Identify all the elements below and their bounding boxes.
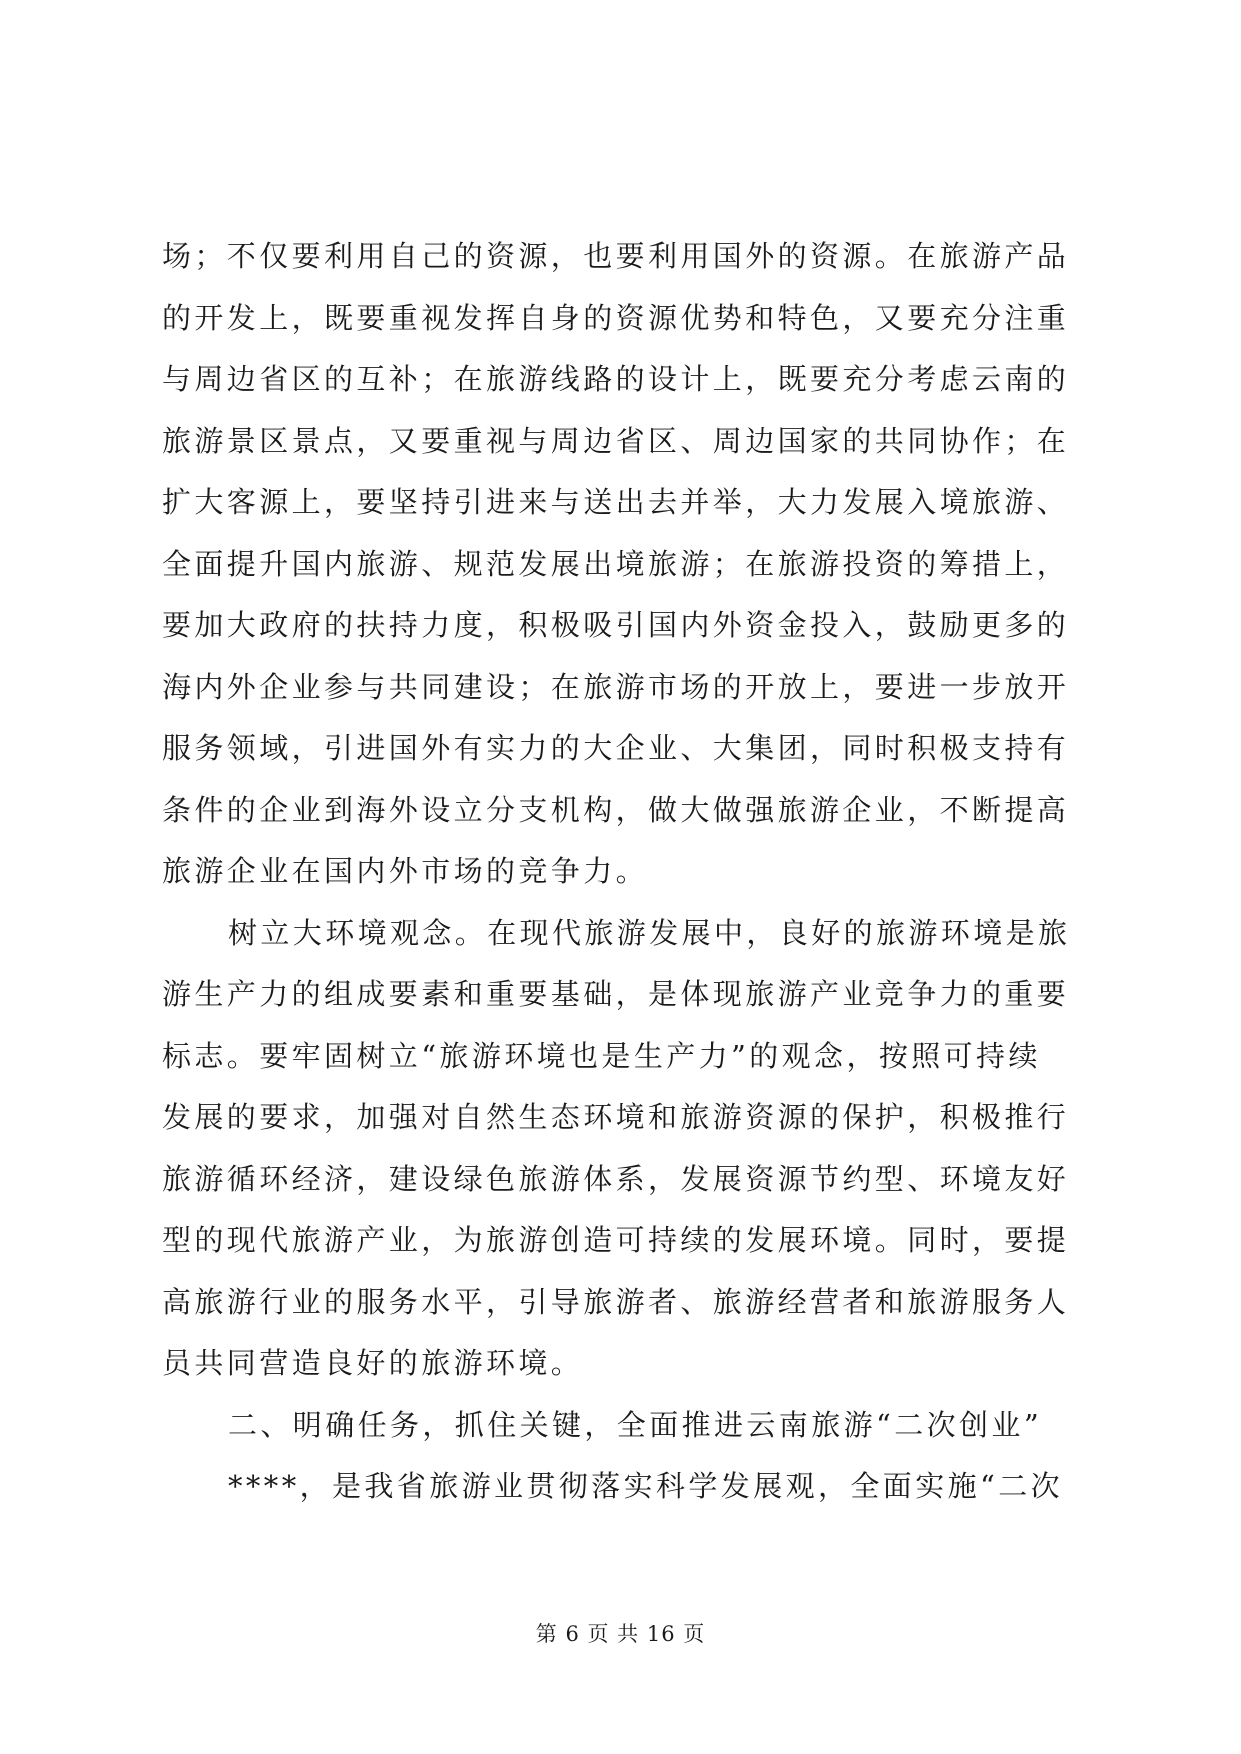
text-line: 扩大客源上，要坚持引进来与送出去并举，大力发展入境旅游、 xyxy=(162,485,1070,519)
text-line: 全面提升国内旅游、规范发展出境旅游；在旅游投资的筹措上， xyxy=(162,546,1070,581)
document-body xyxy=(162,226,1080,1518)
paragraph xyxy=(162,903,1080,1395)
text-line: 与周边省区的互补；在旅游线路的设计上，既要充分考虑云南的 xyxy=(162,362,1070,396)
text-line: 条件的企业到海外设立分支机构，做大做强旅游企业，不断提高 xyxy=(162,792,1070,827)
text-line: 二、明确任务，抓住关键，全面推进云南旅游“二次创业” xyxy=(228,1407,1043,1442)
page-number-footer: 第 6 页 共 16 页 xyxy=(535,1622,706,1646)
text-line: 高旅游行业的服务水平，引导旅游者、旅游经营者和旅游服务人 xyxy=(162,1284,1070,1319)
text-line: 海内外企业参与共同建设；在旅游市场的开放上，要进一步放开 xyxy=(162,669,1070,704)
section-heading xyxy=(162,1395,1080,1457)
text-line: 服务领域，引进国外有实力的大企业、大集团，同时积极支持有 xyxy=(162,731,1070,765)
text-line: ****，是我省旅游业贯彻落实科学发展观，全面实施“二次 xyxy=(228,1469,1064,1503)
text-line: 旅游景区景点，又要重视与周边省区、周边国家的共同协作；在 xyxy=(162,423,1070,458)
text-line: 的开发上，既要重视发挥自身的资源优势和特色，又要充分注重 xyxy=(162,300,1070,335)
text-line: 场；不仅要利用自己的资源，也要利用国外的资源。在旅游产品 xyxy=(162,239,1070,273)
text-line: 树立大环境观念。在现代旅游发展中，良好的旅游环境是旅 xyxy=(228,915,1071,950)
text-line: 型的现代旅游产业，为旅游创造可持续的发展环境。同时，要提 xyxy=(162,1223,1070,1257)
text-line: 游生产力的组成要素和重要基础，是体现旅游产业竞争力的重要 xyxy=(162,977,1070,1011)
text-line: 旅游企业在国内外市场的竞争力。 xyxy=(162,854,649,888)
paragraph xyxy=(162,226,1080,903)
paragraph xyxy=(162,1456,1080,1518)
text-line: 标志。要牢固树立“旅游环境也是生产力”的观念，按照可持续 xyxy=(162,1038,1041,1073)
text-line: 发展的要求，加强对自然生态环境和旅游资源的保护，积极推行 xyxy=(162,1100,1070,1134)
text-line: 员共同营造良好的旅游环境。 xyxy=(162,1346,584,1380)
text-line: 旅游循环经济，建设绿色旅游体系，发展资源节约型、环境友好 xyxy=(162,1161,1070,1196)
text-line: 要加大政府的扶持力度，积极吸引国内外资金投入，鼓励更多的 xyxy=(162,608,1070,642)
